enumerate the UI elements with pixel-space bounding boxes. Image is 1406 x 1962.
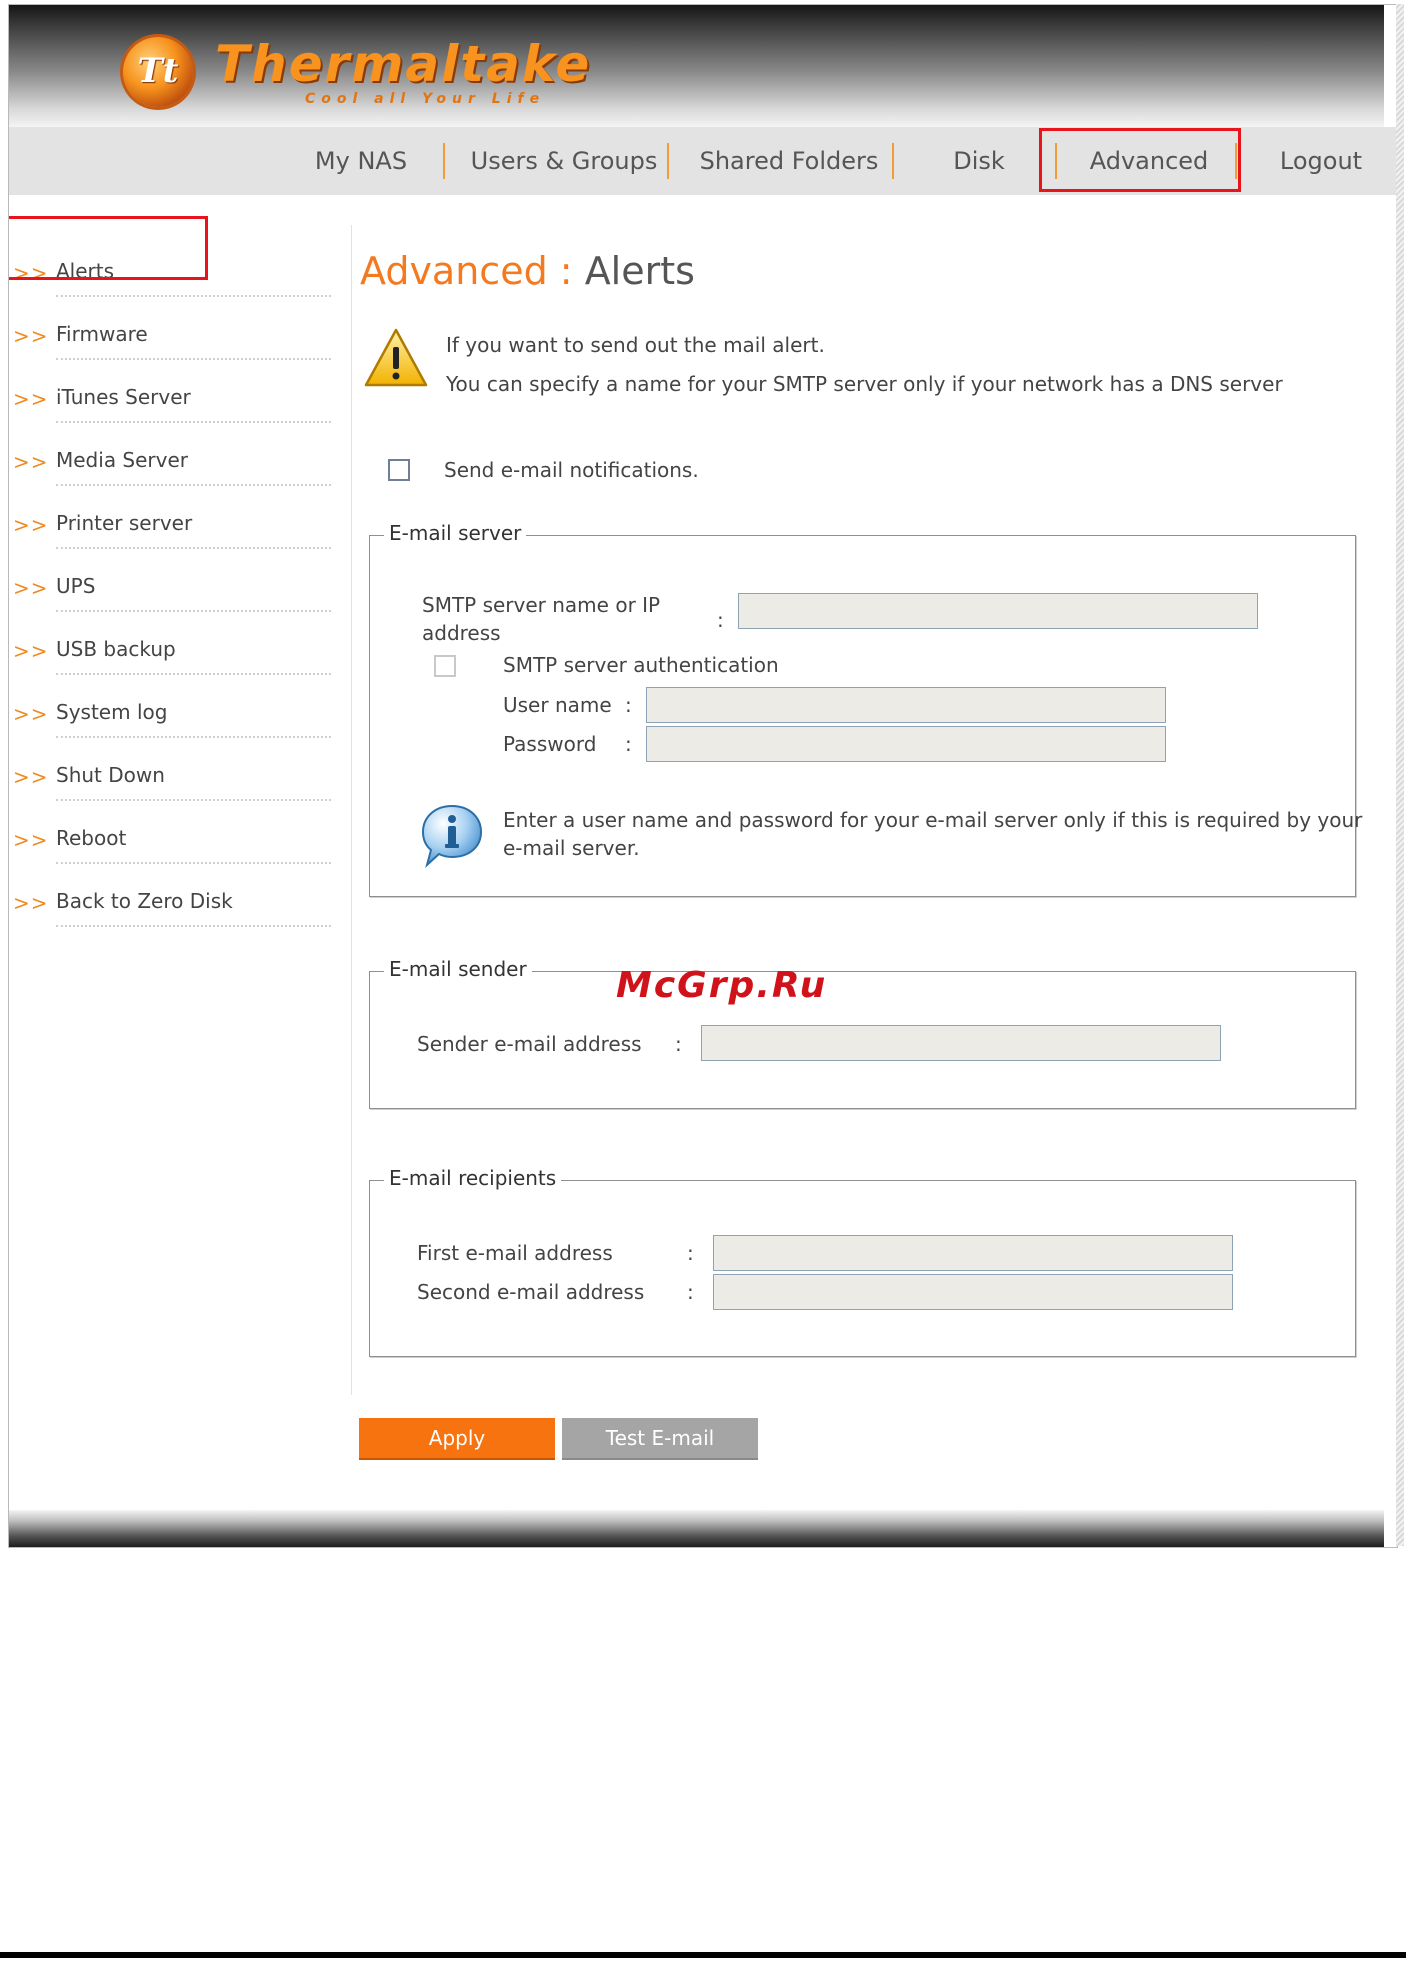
watermark: McGrp.Ru: [616, 965, 828, 1006]
window-edge-scrollbar: [1396, 4, 1404, 1546]
logo-badge-icon: [123, 37, 193, 107]
info-line-1: Enter a user name and password for your e-mail server only if this is required by your: [503, 808, 1363, 832]
second-email-input[interactable]: [713, 1274, 1233, 1310]
sidebar-item-label: USB backup: [56, 637, 176, 661]
sidebar-item-usb-backup[interactable]: [9, 623, 339, 686]
smtp-label-line-1: SMTP server name or IP: [422, 593, 661, 617]
footer-bar: [9, 1510, 1384, 1547]
divider: [56, 799, 331, 801]
nav-logout[interactable]: Logout: [1279, 147, 1363, 175]
page-title-name: Alerts: [584, 249, 695, 293]
divider: [56, 358, 331, 360]
sidebar-item-shut-down[interactable]: [9, 749, 339, 812]
colon: :: [687, 1241, 694, 1265]
page-title: [360, 249, 695, 293]
divider: [56, 925, 331, 927]
email-sender-legend: E-mail sender: [384, 957, 532, 981]
colon: :: [717, 608, 724, 632]
info-line-2: e-mail server.: [503, 836, 640, 860]
sidebar-item-label: Alerts: [56, 259, 115, 283]
sidebar-item-system-log[interactable]: [9, 686, 339, 749]
sidebar-item-label: UPS: [56, 574, 96, 598]
password-label: Password: [503, 732, 597, 756]
warning-triangle-icon: [363, 327, 429, 389]
arrow-icon: >>: [13, 639, 49, 663]
arrow-icon: >>: [13, 891, 49, 915]
divider: [56, 673, 331, 675]
sidebar-item-printer-server[interactable]: [9, 497, 339, 560]
send-notifications-label: Send e-mail notifications.: [444, 458, 699, 482]
notice-line-1: If you want to send out the mail alert.: [446, 333, 825, 357]
password-input[interactable]: [646, 726, 1166, 762]
test-email-button[interactable]: Test E-mail: [562, 1418, 758, 1460]
divider: [56, 484, 331, 486]
sender-email-input[interactable]: [701, 1025, 1221, 1061]
arrow-icon: >>: [13, 828, 49, 852]
email-server-legend: E-mail server: [384, 521, 526, 545]
arrow-icon: >>: [13, 702, 49, 726]
divider: [56, 547, 331, 549]
sidebar-item-label: iTunes Server: [56, 385, 191, 409]
sidebar-item-ups[interactable]: [9, 560, 339, 623]
first-email-input[interactable]: [713, 1235, 1233, 1271]
sidebar-item-label: Printer server: [56, 511, 193, 535]
divider: [56, 421, 331, 423]
nav-separator: [443, 143, 445, 179]
sidebar-item-label: Back to Zero Disk: [56, 889, 233, 913]
sidebar-item-itunes-server[interactable]: [9, 371, 339, 434]
colon: :: [625, 693, 632, 717]
first-email-label: First e-mail address: [417, 1241, 613, 1265]
sidebar-item-back-to-zero-disk[interactable]: [9, 875, 339, 938]
notice-line-2: You can specify a name for your SMTP server only if your network has a DNS server: [446, 372, 1283, 396]
divider: [56, 610, 331, 612]
nav-users-groups[interactable]: Users & Groups: [470, 147, 658, 175]
send-notifications-checkbox[interactable]: [388, 459, 410, 481]
colon: :: [675, 1032, 682, 1056]
nav-disk[interactable]: Disk: [953, 147, 1005, 175]
divider: [56, 736, 331, 738]
sidebar-item-label: Shut Down: [56, 763, 165, 787]
divider: [56, 862, 331, 864]
sidebar-item-media-server[interactable]: [9, 434, 339, 497]
sidebar-item-reboot[interactable]: [9, 812, 339, 875]
sidebar-divider: [351, 225, 352, 1395]
smtp-server-input[interactable]: [738, 593, 1258, 629]
arrow-icon: >>: [13, 261, 49, 285]
second-email-label: Second e-mail address: [417, 1280, 645, 1304]
thermaltake-logo: [117, 31, 597, 115]
sender-email-label: Sender e-mail address: [417, 1032, 642, 1056]
arrow-icon: >>: [13, 513, 49, 537]
colon: :: [687, 1280, 694, 1304]
arrow-icon: >>: [13, 387, 49, 411]
username-input[interactable]: [646, 687, 1166, 723]
smtp-label-line-2: address: [422, 621, 501, 645]
sidebar-highlight-box: [8, 216, 208, 280]
colon: :: [625, 732, 632, 756]
apply-button[interactable]: Apply: [359, 1418, 555, 1460]
username-label: User name: [503, 693, 612, 717]
arrow-icon: >>: [13, 450, 49, 474]
app-window: [8, 4, 1398, 1548]
page-bottom-rule: [0, 1952, 1406, 1958]
info-bubble-icon: [419, 803, 485, 869]
logo-mark: Tt: [137, 51, 179, 91]
smtp-auth-checkbox[interactable]: [434, 655, 456, 677]
smtp-auth-label: SMTP server authentication: [503, 653, 779, 677]
nav-advanced[interactable]: Advanced: [1089, 147, 1209, 175]
nav-separator: [892, 143, 894, 179]
arrow-icon: >>: [13, 765, 49, 789]
logo-name: Thermaltake: [215, 35, 592, 93]
sidebar-item-label: Reboot: [56, 826, 127, 850]
divider: [56, 295, 331, 297]
sidebar-item-label: System log: [56, 700, 168, 724]
arrow-icon: >>: [13, 324, 49, 348]
logo-slogan: Cool all Your Life: [305, 91, 546, 107]
nav-shared-folders[interactable]: Shared Folders: [699, 147, 879, 175]
page-title-section: Advanced :: [360, 249, 573, 293]
nav-separator: [667, 143, 669, 179]
sidebar-item-label: Firmware: [56, 322, 148, 346]
email-recipients-legend: E-mail recipients: [384, 1166, 561, 1190]
header-banner: [9, 5, 1384, 127]
sidebar-item-label: Media Server: [56, 448, 189, 472]
arrow-icon: >>: [13, 576, 49, 600]
nav-my-nas[interactable]: My NAS: [314, 147, 408, 175]
sidebar-item-firmware[interactable]: [9, 308, 339, 371]
nav-highlight-box: [1039, 128, 1241, 192]
